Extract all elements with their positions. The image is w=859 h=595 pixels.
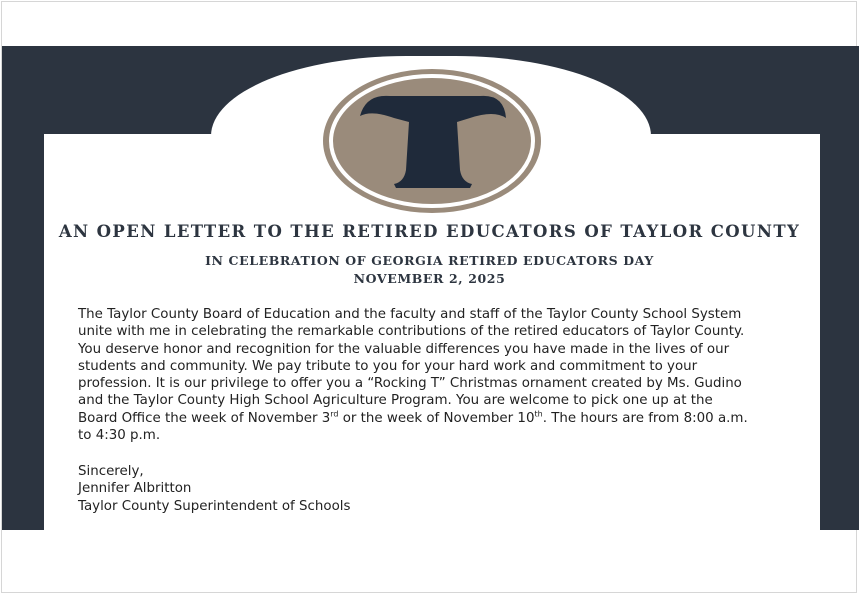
signature-name: Jennifer Albritton	[78, 481, 192, 497]
body-line: to 4:30 p.m.	[78, 428, 161, 444]
signature-role: Taylor County Superintendent of Schools	[78, 498, 351, 514]
signature-closing: Sincerely,	[78, 464, 144, 479]
letter-body	[78, 306, 798, 444]
body-line: students and community. We pay tribute to you for your hard work and commitment to your	[78, 358, 698, 374]
signature-block	[78, 463, 350, 515]
rocking-t-logo-icon	[320, 66, 544, 216]
letter-date: NOVEMBER 2, 2025	[353, 271, 506, 286]
body-line: You deserve honor and recognition for the valuable differences you have made in the lives of our	[78, 341, 730, 357]
letter-title: AN OPEN LETTER TO THE RETIRED EDUCATORS OF TAYLOR COUNTY	[58, 222, 801, 241]
body-line-hours	[78, 410, 798, 427]
body-line: unite with me in celebrating the remarkable contributions of the retired educators of Taylor County.	[78, 324, 745, 340]
ordinal-suffix: th	[534, 409, 543, 419]
body-text-segment: . The hours are from 8:00 a.m.	[542, 410, 748, 426]
body-text-segment: Board Office the week of November 3	[78, 410, 331, 426]
body-line: The Taylor County Board of Education and the faculty and staff of the Taylor County School System	[78, 307, 742, 322]
body-line: profession. It is our privilege to offer you a “Rocking T” Christmas ornament created by Ms. Gudino	[78, 376, 742, 392]
ordinal-suffix: rd	[330, 409, 339, 419]
body-line: and the Taylor County High School Agriculture Program. You are welcome to pick one up at the	[78, 393, 713, 409]
letter-subtitle: IN CELEBRATION OF GEORGIA RETIRED EDUCATORS DAY	[205, 253, 654, 268]
body-text-segment: or the week of November 10	[338, 410, 535, 426]
